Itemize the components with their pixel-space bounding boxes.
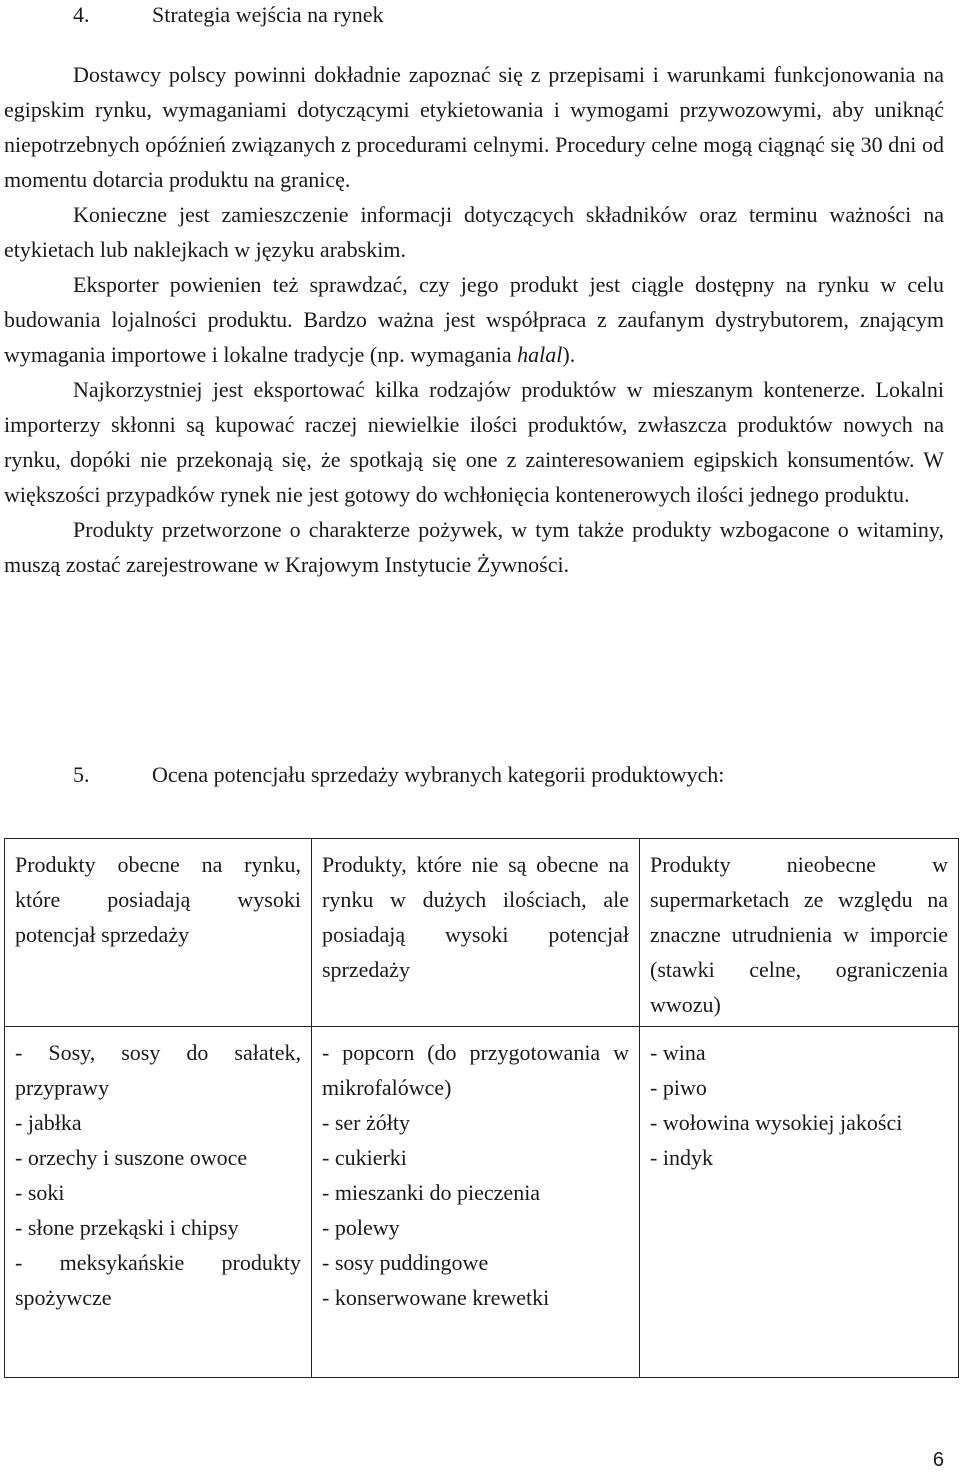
list-item: - indyk	[650, 1145, 713, 1170]
section-4-body	[4, 57, 944, 582]
list-item: - mieszanki do pieczenia	[322, 1180, 541, 1205]
items-cell-absent	[640, 1027, 959, 1378]
paragraph-labeling: Konieczne jest zamieszczenie informacji dotyczących składników oraz terminu ważności na etykietach lub naklejkach w języku arabskim.	[4, 202, 944, 262]
list-item: - polewy	[322, 1215, 400, 1240]
list-item: - Sosy, sosy do sałatek, przyprawy	[15, 1040, 301, 1100]
list-item: - wina	[650, 1040, 706, 1065]
paragraph-exporter-text: Eksporter powienien też sprawdzać, czy jego produkt jest ciągle dostępny na rynku w celu budowania lojalności produktu. Bardzo ważna jest współpraca z zaufanym dystrybutorem, znającym wymagania importowe i lokalne tradycje (np. wymagania	[4, 272, 944, 367]
section-5-number: 5.	[73, 762, 90, 787]
page-number: 6	[932, 1449, 944, 1471]
section-4-title: Strategia wejścia na rynek	[152, 2, 384, 27]
list-item: - konserwowane krewetki	[322, 1285, 550, 1310]
paragraph-mixed-container: Najkorzystniej jest eksportować kilka rodzajów produktów w mieszanym kontenerze. Lokalni importerzy skłonni są kupować raczej niewielkie ilości produktów, zwłaszcza produktów nowych na rynku, dopóki nie przekonają się, że spotkają się one z zainteresowaniem egipskich konsumentów. W większości przypadków rynek nie jest gotowy do wchłonięcia kontenerowych ilości jednego produktu.	[4, 377, 944, 507]
halal-suffix: ).	[562, 342, 576, 367]
list-item: - jabłka	[15, 1110, 82, 1135]
list-item: - sosy puddingowe	[322, 1250, 489, 1275]
halal-term: halal	[517, 342, 563, 367]
paragraph-exporter	[4, 267, 944, 372]
list-item: - meksykańskie produkty spożywcze	[15, 1250, 301, 1310]
list-item: - popcorn (do przygotowania w mikrofalówce)	[322, 1040, 629, 1100]
header-cell-low-presence: Produkty, które nie są obecne na rynku w dużych ilościach, ale posiadają wysoki potencjał sprzedaży	[312, 839, 640, 1027]
table-header-row	[5, 839, 959, 1027]
list-item: - słone przekąski i chipsy	[15, 1215, 239, 1240]
table-items-row	[5, 1027, 959, 1378]
items-cell-low-presence	[312, 1027, 640, 1378]
list-item: - soki	[15, 1180, 65, 1205]
product-category-table	[4, 838, 959, 1378]
list-item: - piwo	[650, 1075, 707, 1100]
paragraph-registration: Produkty przetworzone o charakterze pożywek, w tym także produkty wzbogacone o witaminy, muszą zostać zarejestrowane w Krajowym Instytucie Żywności.	[4, 517, 944, 577]
header-cell-absent: Produkty nieobecne w supermarketach ze względu na znaczne utrudnienia w imporcie (stawki celne, ograniczenia wwozu)	[640, 839, 959, 1027]
list-item: - cukierki	[322, 1145, 407, 1170]
paragraph-customs: Dostawcy polscy powinni dokładnie zapoznać się z przepisami i warunkami funkcjonowania na egipskim rynku, wymaganiami dotyczącymi etykietowania i wymogami przywozowymi, aby uniknąć niepotrzebnych opóźnień związanych z procedurami celnymi. Procedury celne mogą ciągnąć się 30 dni od momentu dotarcia produktu na granicę.	[4, 62, 944, 192]
section-4-number: 4.	[73, 2, 90, 27]
items-cell-high-potential	[5, 1027, 312, 1378]
header-cell-high-potential: Produkty obecne na rynku, które posiadają wysoki potencjał sprzedaży	[5, 839, 312, 1027]
section-5-title: Ocena potencjału sprzedaży wybranych kategorii produktowych:	[152, 762, 725, 787]
list-item: - ser żółty	[322, 1110, 410, 1135]
list-item: - orzechy i suszone owoce	[15, 1145, 248, 1170]
list-item: - wołowina wysokiej jakości	[650, 1110, 903, 1135]
